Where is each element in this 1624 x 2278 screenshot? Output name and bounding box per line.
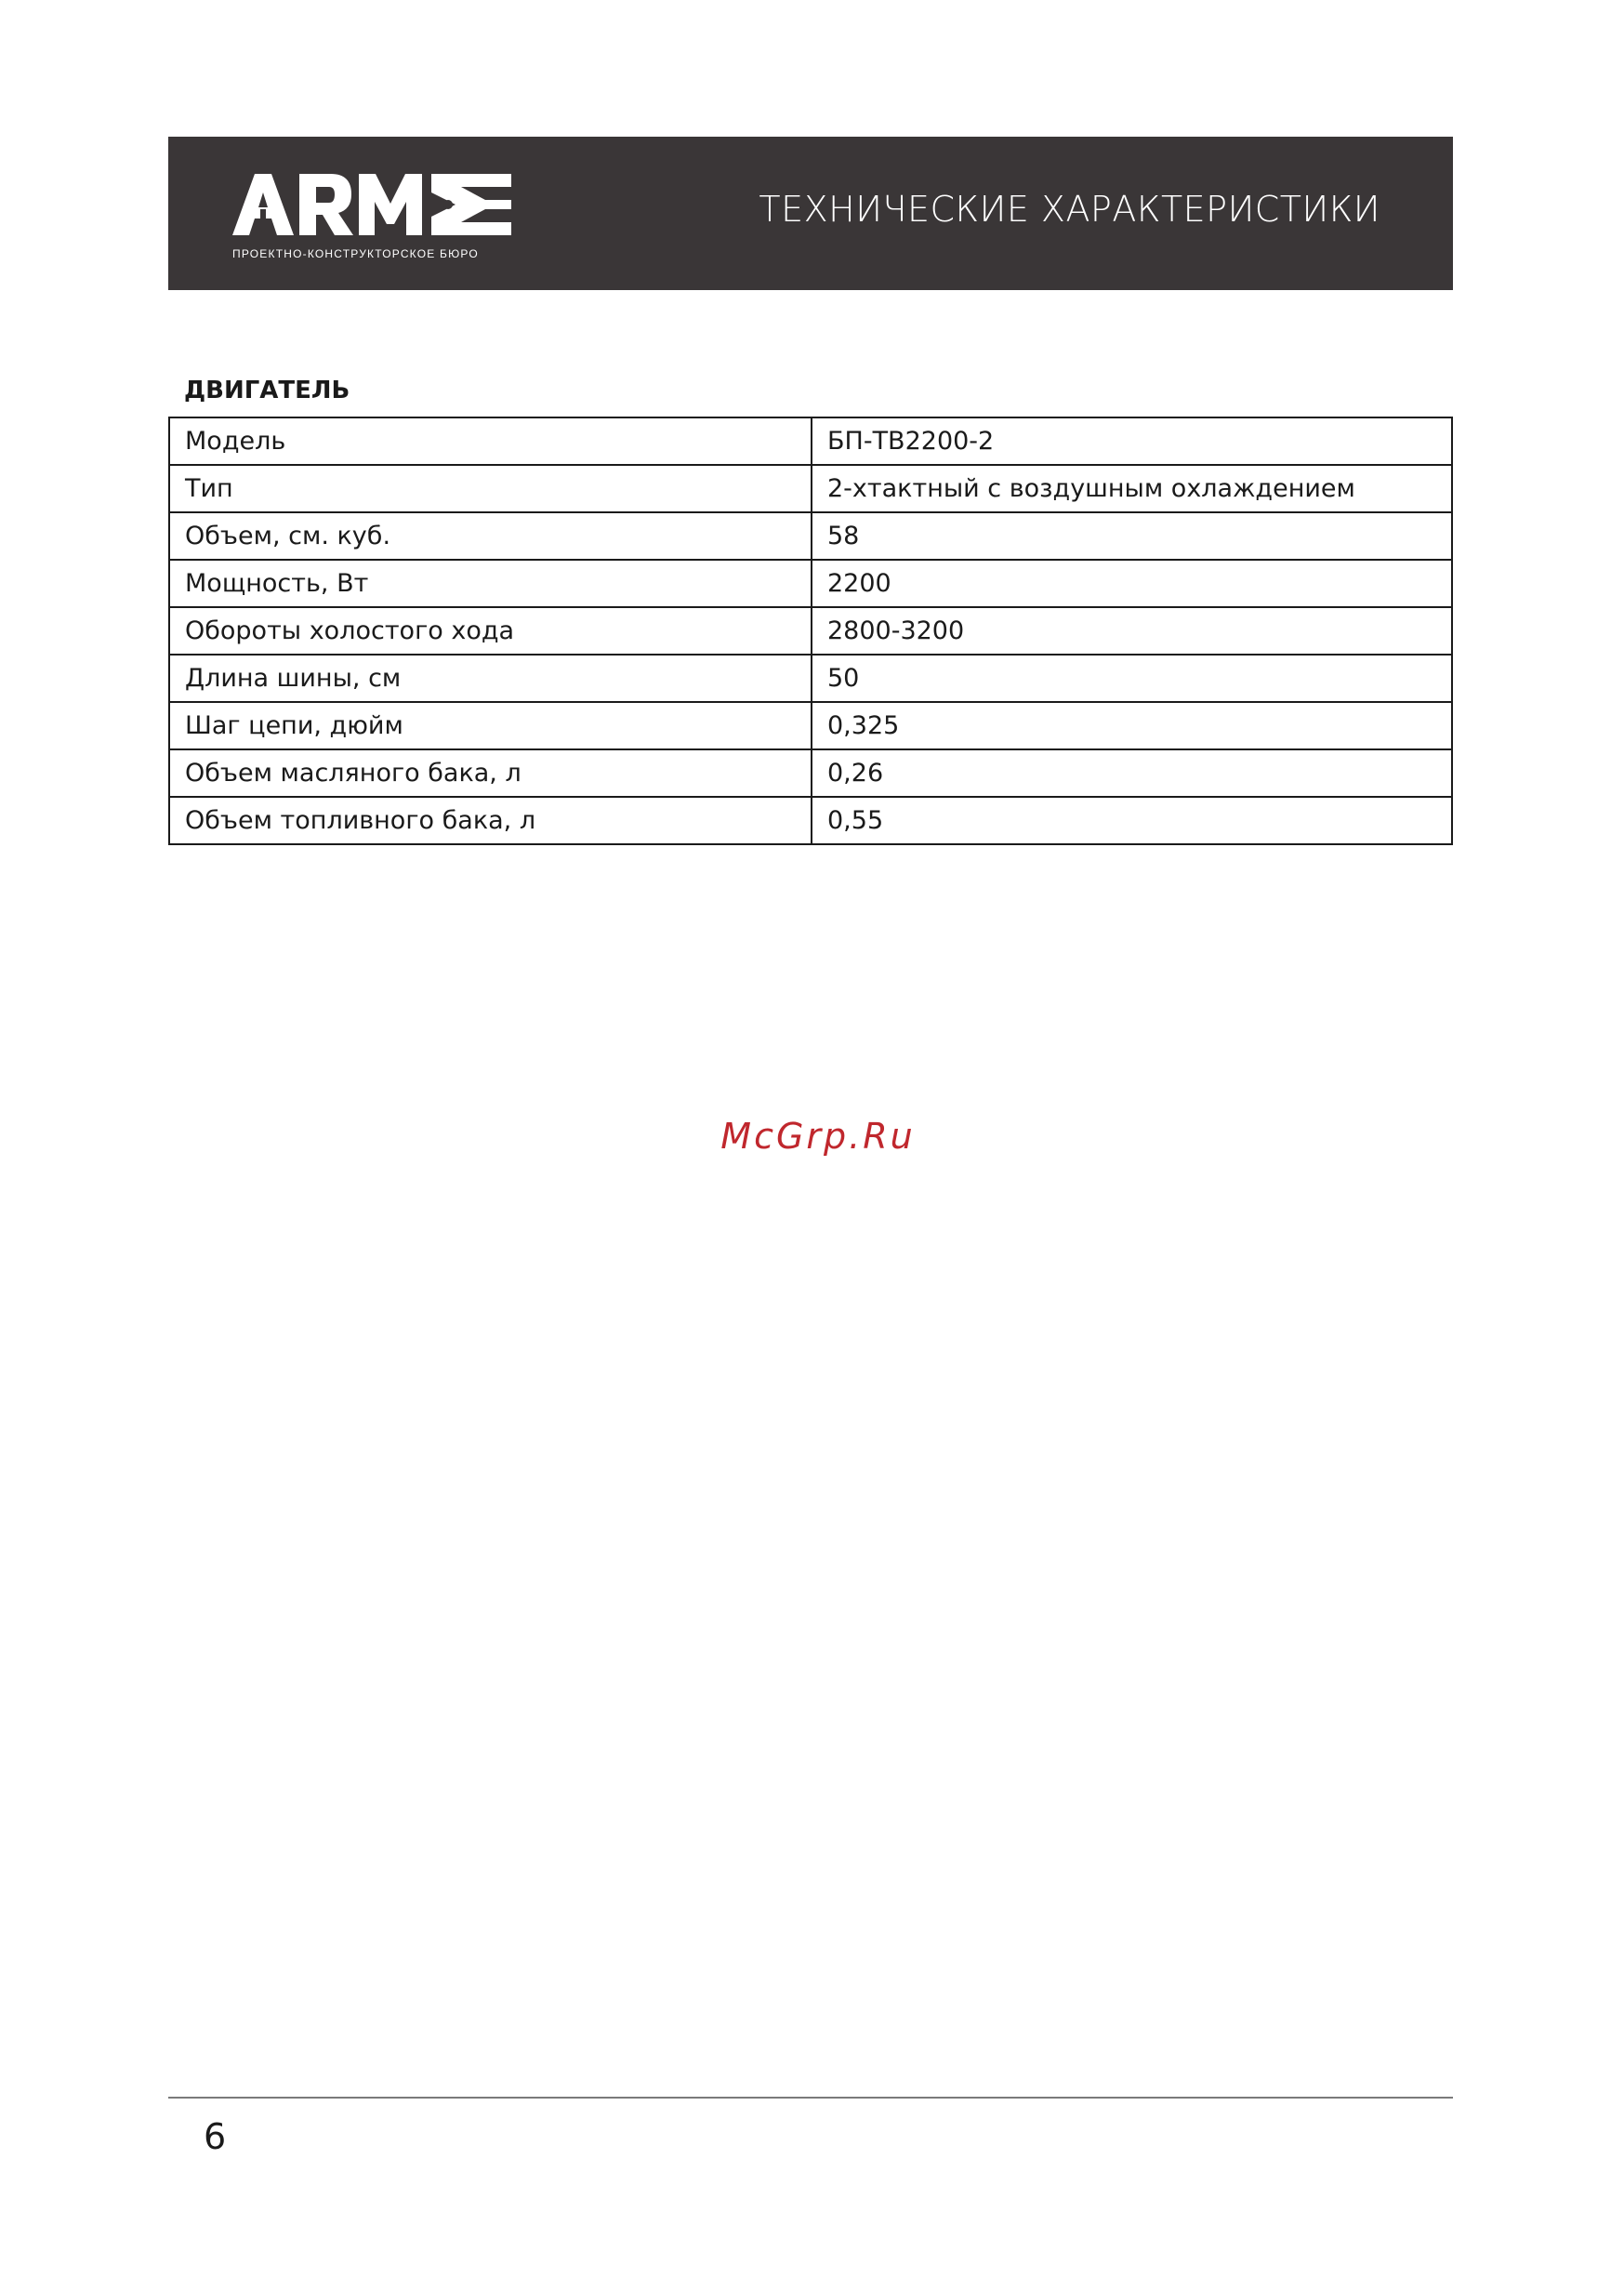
page-number: 6 <box>204 2116 227 2157</box>
section-title: ДВИГАТЕЛЬ <box>184 377 350 404</box>
watermark-link[interactable]: McGrp.Ru <box>720 1116 916 1157</box>
arm-logo-mark <box>232 172 511 239</box>
spec-value: 2200 <box>812 560 1452 607</box>
spec-value: 0,26 <box>812 749 1452 797</box>
table-row <box>169 655 1452 702</box>
spec-label: Длина шины, см <box>169 655 812 702</box>
spec-value: 0,55 <box>812 797 1452 844</box>
arm-logo <box>232 172 521 265</box>
logo-subtitle: ПРОЕКТНО-КОНСТРУКТОРСКОЕ БЮРО <box>232 247 479 260</box>
spec-value: БП-ТВ2200-2 <box>812 417 1452 465</box>
table-row <box>169 749 1452 797</box>
spec-label: Объем масляного бака, л <box>169 749 812 797</box>
spec-label: Шаг цепи, дюйм <box>169 702 812 749</box>
header-title: ТЕХНИЧЕСКИЕ ХАРАКТЕРИСТИКИ <box>759 189 1380 230</box>
spec-label: Мощность, Вт <box>169 560 812 607</box>
table-row <box>169 797 1452 844</box>
spec-label: Модель <box>169 417 812 465</box>
footer-divider <box>168 2097 1453 2099</box>
spec-value: 50 <box>812 655 1452 702</box>
spec-value: 2-хтактный с воздушным охлаждением <box>812 465 1452 512</box>
spec-label: Тип <box>169 465 812 512</box>
spec-value: 0,325 <box>812 702 1452 749</box>
spec-value: 2800-3200 <box>812 607 1452 655</box>
table-row <box>169 702 1452 749</box>
spec-value: 58 <box>812 512 1452 560</box>
table-row <box>169 512 1452 560</box>
table-row <box>169 560 1452 607</box>
table-row <box>169 607 1452 655</box>
spec-label: Объем топливного бака, л <box>169 797 812 844</box>
spec-label: Обороты холостого хода <box>169 607 812 655</box>
table-row <box>169 465 1452 512</box>
spec-table <box>168 417 1453 845</box>
page-header <box>168 137 1453 290</box>
table-row <box>169 417 1452 465</box>
spec-label: Объем, см. куб. <box>169 512 812 560</box>
